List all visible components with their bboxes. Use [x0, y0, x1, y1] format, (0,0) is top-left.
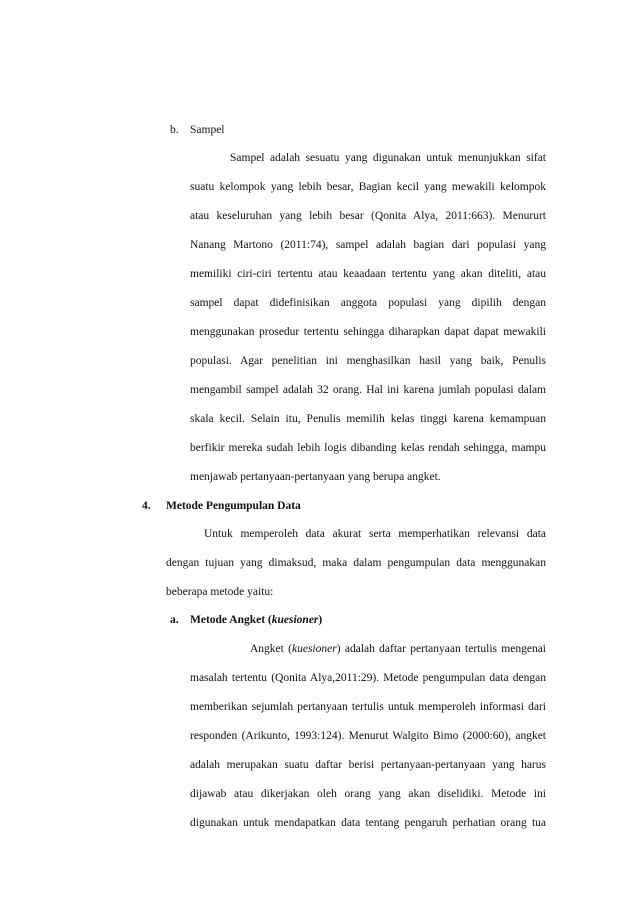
section-b-line-10: skala kecil. Selain itu, Penulis memilih kelas tinggi karena kemampuan	[190, 413, 546, 425]
section-b-marker: b.	[170, 124, 179, 136]
section-a-line-4: responden (Arikunto, 1993:124). Menurut Walgito Bimo (2000:60), angket	[190, 730, 546, 742]
section-b-line-5: memiliki ciri-ciri tertentu atau keaadaan tertentu yang akan diteliti, atau	[190, 268, 546, 280]
section-a-line-5: adalah merupakan suatu daftar berisi pertanyaan-pertanyaan yang harus	[190, 759, 546, 771]
section-b-line-2: suatu kelompok yang lebih besar, Bagian kecil yang mewakili kelompok	[190, 181, 546, 193]
section-4-line-1: Untuk memperoleh data akurat serta memperhatikan relevansi data	[204, 528, 546, 540]
section-a-line-7: digunakan untuk mendapatkan data tentang pengaruh perhatian orang tua	[190, 817, 546, 829]
section-b-line-8: populasi. Agar penelitian ini menghasilkan hasil yang baik, Penulis	[190, 355, 546, 367]
section-b-line-11: berfikir mereka sudah lebih logis dibanding kelas rendah sehingga, mampu	[190, 442, 546, 454]
section-b-line-3: atau keseluruhan yang lebih besar (Qonita Alya, 2011:663). Menururt	[190, 210, 546, 222]
section-4-marker: 4.	[142, 500, 151, 512]
section-a-marker: a.	[170, 614, 179, 626]
section-a-line-6: dijawab atau dikerjakan oleh orang yang akan diselidiki. Metode ini	[190, 788, 546, 800]
section-b-line-1: Sampel adalah sesuatu yang digunakan untuk menunjukkan sifat	[230, 152, 546, 164]
section-a-line-3: memberikan sejumlah pertanyaan tertulis untuk memperoleh informasi dari	[190, 701, 546, 713]
section-b-title: Sampel	[190, 124, 225, 136]
section-a-line-1: Angket (kuesioner) adalah daftar pertanyaan tertulis mengenai	[250, 643, 547, 655]
section-b-line-7: menggunakan prosedur tertentu sehingga diharapkan dapat dapat mewakili	[190, 326, 546, 338]
section-b-line-4: Nanang Martono (2011:74), sampel adalah bagian dari populasi yang	[190, 239, 546, 251]
section-4-line-3: beberapa metode yaitu:	[166, 586, 274, 598]
section-4-title: Metode Pengumpulan Data	[166, 500, 301, 512]
section-a-line-2: masalah tertentu (Qonita Alya,2011:29). Metode pengumpulan data dengan	[190, 672, 546, 684]
section-b-line-9: mengambil sampel adalah 32 orang. Hal ini karena jumlah populasi dalam	[190, 384, 546, 396]
section-b-line-12: menjawab pertanyaan-pertanyaan yang berupa angket.	[190, 471, 441, 483]
section-4-line-2: dengan tujuan yang dimaksud, maka dalam pengumpulan data menggunakan	[166, 557, 546, 569]
section-b-line-6: sampel dapat didefinisikan anggota populasi yang dipilih dengan	[190, 297, 546, 309]
section-a-title: Metode Angket (kuesioner)	[190, 614, 323, 626]
